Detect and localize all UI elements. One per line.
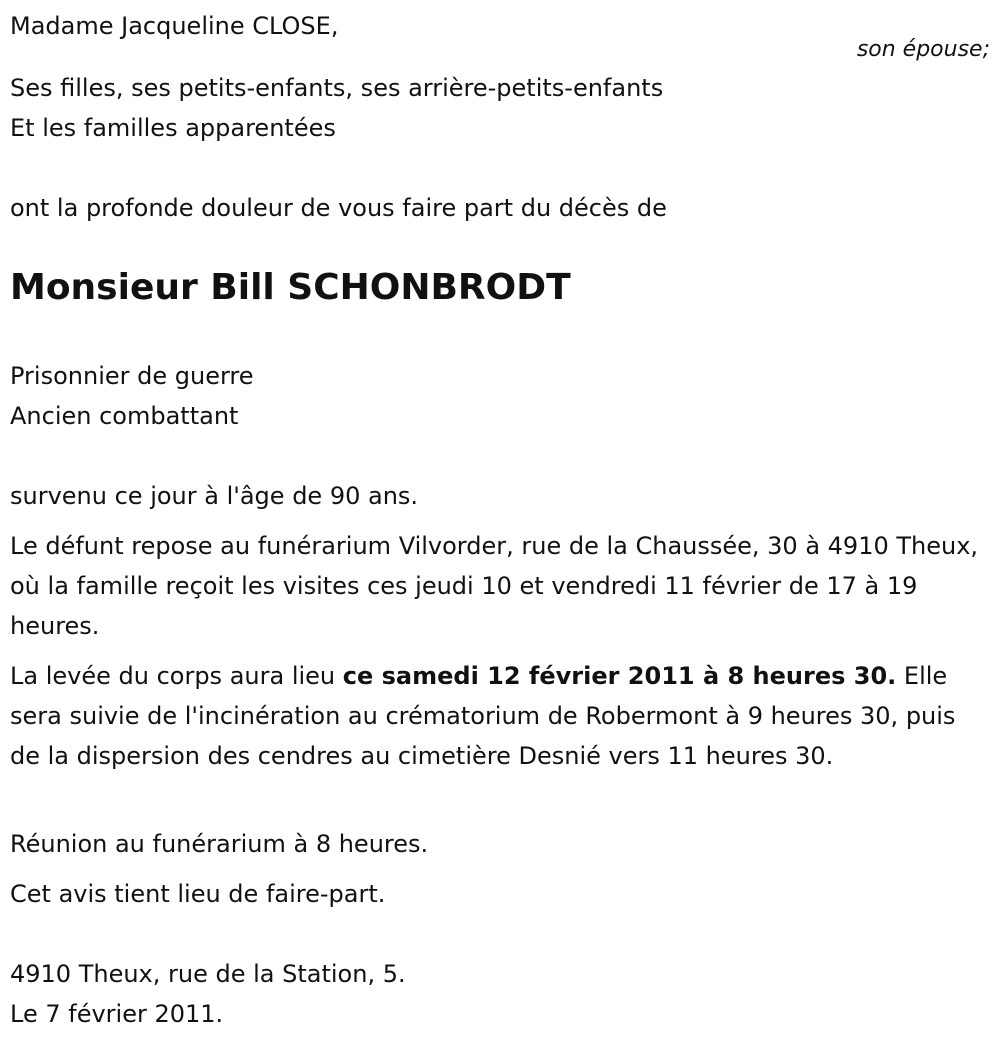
notice-text: Cet avis tient lieu de faire-part. [10, 880, 386, 908]
announcement-text: ont la profonde douleur de vous faire part du décès de [10, 194, 667, 222]
deceased-title-2: Ancien combattant [10, 402, 239, 430]
ceremony-paragraph [10, 656, 990, 776]
age-text: survenu ce jour à l'âge de 90 ans. [10, 482, 419, 510]
ceremony-suffix: Elle sera suivie de l'incinération au crématorium de Robermont à 9 heures 30, puis de la dispersion des cendres au cimetière Desnié vers 11 heures 30. [10, 662, 956, 770]
family-line-2: Et les familles apparentées [10, 114, 336, 142]
ceremony-date: ce samedi 12 février 2011 à 8 heures 30. [342, 662, 897, 690]
widow-role: son épouse; [856, 37, 990, 62]
deceased-name: Monsieur Bill SCHONBRODT [10, 267, 571, 308]
widow-name: Madame Jacqueline CLOSE, [10, 12, 339, 40]
address-text: 4910 Theux, rue de la Station, 5. [10, 960, 406, 988]
deceased-title-1: Prisonnier de guerre [10, 362, 254, 390]
family-line-1: Ses filles, ses petits-enfants, ses arrière-petits-enfants [10, 74, 664, 102]
meeting-text: Réunion au funérarium à 8 heures. [10, 830, 429, 858]
ceremony-prefix: La levée du corps aura lieu [10, 662, 343, 690]
date-text: Le 7 février 2011. [10, 1000, 224, 1028]
repose-paragraph: Le défunt repose au funérarium Vilvorder, rue de la Chaussée, 30 à 4910 Theux, où la famille reçoit les visites ces jeudi 10 et vendredi 11 février de 17 à 19 heures. [10, 532, 979, 640]
